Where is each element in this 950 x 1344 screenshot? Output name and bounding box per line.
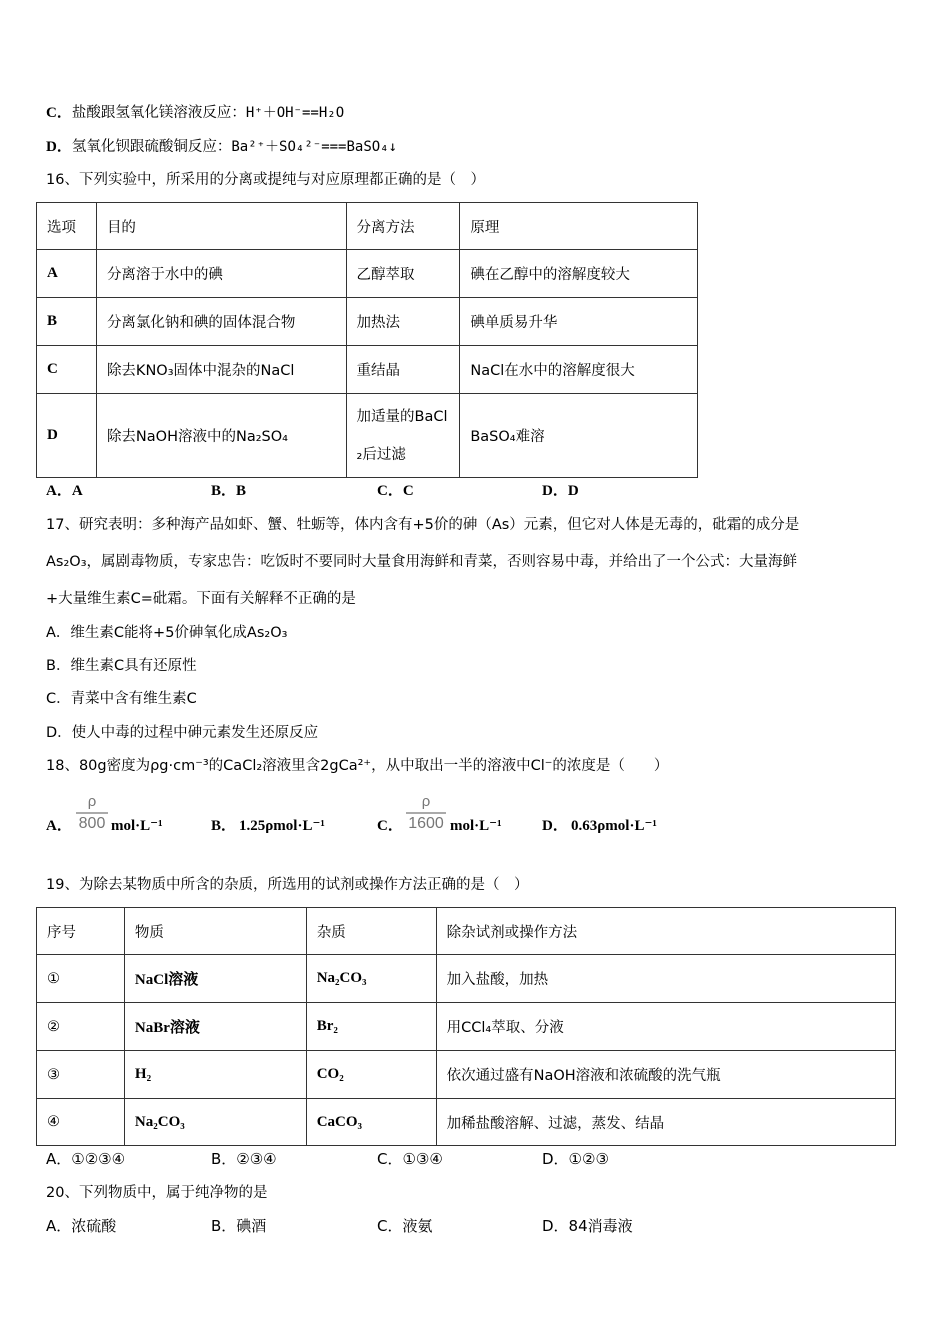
fraction: [76, 793, 108, 833]
table-cell: 除去NaOH溶液中的Na₂SO₄: [96, 394, 346, 478]
q19-option-a[interactable]: A．①②③④: [46, 1150, 126, 1168]
q16-option-b[interactable]: B．B: [211, 483, 247, 499]
table-header: 选项: [37, 203, 97, 250]
table-cell: NaCl在水中的溶解度很大: [460, 346, 698, 394]
option-unit: mol·L⁻¹: [450, 818, 502, 834]
q15-option-c: [46, 102, 344, 123]
option-label: B．: [211, 818, 237, 834]
q20-option-d[interactable]: D．84消毒液: [542, 1217, 633, 1235]
table-header: 目的: [96, 203, 346, 250]
q16-option-c[interactable]: C．C: [377, 483, 414, 499]
table-cell: CaCO₃: [306, 1099, 436, 1146]
table-header: 序号: [37, 908, 125, 955]
table-cell: NaCl溶液: [124, 955, 306, 1003]
table-cell: 分离氯化钠和碘的固体混合物: [96, 298, 346, 346]
table-row: [37, 1051, 896, 1099]
table-header: 分离方法: [346, 203, 460, 250]
table-cell: 用CCl₄萃取、分液: [436, 1003, 895, 1051]
q16-table: [36, 202, 698, 478]
q15-option-d: [46, 136, 397, 157]
q16-stem: 16、下列实验中，所采用的分离或提纯与对应原理都正确的是（ ）: [46, 172, 485, 188]
option-text: 0.63ρmol·L⁻¹: [571, 818, 657, 834]
table-header-row: [37, 908, 896, 955]
fraction-bar: [406, 812, 446, 814]
option-text: 盐酸跟氢氧化镁溶液反应：: [71, 105, 246, 121]
q20-stem: 20、下列物质中，属于纯净物的是: [46, 1185, 268, 1201]
q19-option-b[interactable]: B．②③④: [211, 1150, 277, 1168]
table-header: 除杂试剂或操作方法: [436, 908, 895, 955]
option-text: 1.25ρmol·L⁻¹: [239, 818, 325, 834]
q19-option-d[interactable]: D．①②③: [542, 1150, 609, 1168]
option-label: D．: [46, 139, 72, 155]
table-cell: C: [37, 346, 97, 394]
table-cell: H₂: [124, 1051, 306, 1099]
table-cell: CO₂: [306, 1051, 436, 1099]
table-cell: NaBr溶液: [124, 1003, 306, 1051]
q17-stem-line-2: As₂O₃，属剧毒物质，专家忠告：吃饭时不要同时大量食用海鲜和青菜，否则容易中毒，并给出了一个公式：大量海鲜: [46, 554, 798, 570]
table-header-row: [37, 203, 698, 250]
table-row: [37, 250, 698, 298]
table-cell: 重结晶: [346, 346, 460, 394]
chemical-equation: H⁺＋OH⁻==H₂O: [245, 105, 345, 121]
q18-stem: 18、80g密度为ρg·cm⁻³的CaCl₂溶液里含2gCa²⁺，从中取出一半的溶液中Cl⁻的浓度是（ ）: [46, 758, 669, 774]
table-cell: Br₂: [306, 1003, 436, 1051]
table-cell: 加稀盐酸溶解、过滤，蒸发、结晶: [436, 1099, 895, 1146]
option-text: 氢氧化钡跟硫酸铜反应：: [71, 139, 232, 155]
table-cell: ④: [37, 1099, 125, 1146]
table-cell: ②: [37, 1003, 125, 1051]
q16-option-a[interactable]: A．A: [46, 483, 83, 499]
option-label: C．: [377, 818, 403, 834]
fraction-numerator: ρ: [87, 793, 97, 810]
table-cell: 加入盐酸，加热: [436, 955, 895, 1003]
q17-option-d[interactable]: D．使人中毒的过程中砷元素发生还原反应: [46, 725, 319, 741]
table-cell: 分离溶于水中的碘: [96, 250, 346, 298]
q17-option-a[interactable]: A．维生素C能将+5价砷氧化成As₂O₃: [46, 625, 288, 641]
fraction-numerator: ρ: [421, 793, 431, 810]
q20-option-c[interactable]: C．液氨: [377, 1217, 433, 1235]
table-row: [37, 298, 698, 346]
table-cell: ③: [37, 1051, 125, 1099]
option-label: A．: [46, 818, 72, 834]
q20-option-b[interactable]: B．碘酒: [211, 1217, 267, 1235]
table-cell: 加热法: [346, 298, 460, 346]
option-label: D．: [542, 818, 568, 834]
table-cell: Na₂CO₃: [124, 1099, 306, 1146]
table-row: [37, 1003, 896, 1051]
table-cell: Na₂CO₃: [306, 955, 436, 1003]
q19-option-c[interactable]: C．①③④: [377, 1150, 443, 1168]
table-header: 物质: [124, 908, 306, 955]
table-cell: 加适量的BaCl₂后过滤: [346, 394, 460, 478]
table-cell: 依次通过盛有NaOH溶液和浓硫酸的洗气瓶: [436, 1051, 895, 1099]
q17-option-c[interactable]: C．青菜中含有维生素C: [46, 691, 197, 707]
chemical-equation: Ba²⁺＋SO₄²⁻===BaSO₄↓: [231, 139, 398, 155]
table-row: [37, 1099, 896, 1146]
option-label: C．: [46, 105, 72, 121]
table-row: [37, 394, 698, 478]
table-row: [37, 346, 698, 394]
q17-stem-line-1: 17、研究表明：多种海产品如虾、蟹、牡蛎等，体内含有+5价的砷（As）元素，但它对人体是无毒的，砒霜的成分是: [46, 517, 800, 533]
table-cell: 除去KNO₃固体中混杂的NaCl: [96, 346, 346, 394]
q19-table: [36, 907, 896, 1146]
table-cell: BaSO₄难溶: [460, 394, 698, 478]
q17-option-b[interactable]: B．维生素C具有还原性: [46, 658, 197, 674]
table-cell: 碘单质易升华: [460, 298, 698, 346]
fraction-bar: [76, 812, 108, 814]
q16-option-d[interactable]: D．D: [542, 483, 579, 499]
table-cell: A: [37, 250, 97, 298]
table-cell: 乙醇萃取: [346, 250, 460, 298]
table-header: 杂质: [306, 908, 436, 955]
fraction-denominator: 1600: [408, 815, 444, 832]
fraction-denominator: 800: [78, 815, 106, 832]
q20-option-a[interactable]: A．浓硫酸: [46, 1217, 117, 1235]
table-cell: D: [37, 394, 97, 478]
table-cell: ①: [37, 955, 125, 1003]
table-row: [37, 955, 896, 1003]
table-cell: B: [37, 298, 97, 346]
table-cell: 碘在乙醇中的溶解度较大: [460, 250, 698, 298]
q17-stem-line-3: +大量维生素C=砒霜。下面有关解释不正确的是: [46, 591, 356, 607]
q19-stem: 19、为除去某物质中所含的杂质，所选用的试剂或操作方法正确的是（ ）: [46, 877, 529, 893]
option-unit: mol·L⁻¹: [111, 818, 163, 834]
table-header: 原理: [460, 203, 698, 250]
fraction: [406, 793, 446, 833]
